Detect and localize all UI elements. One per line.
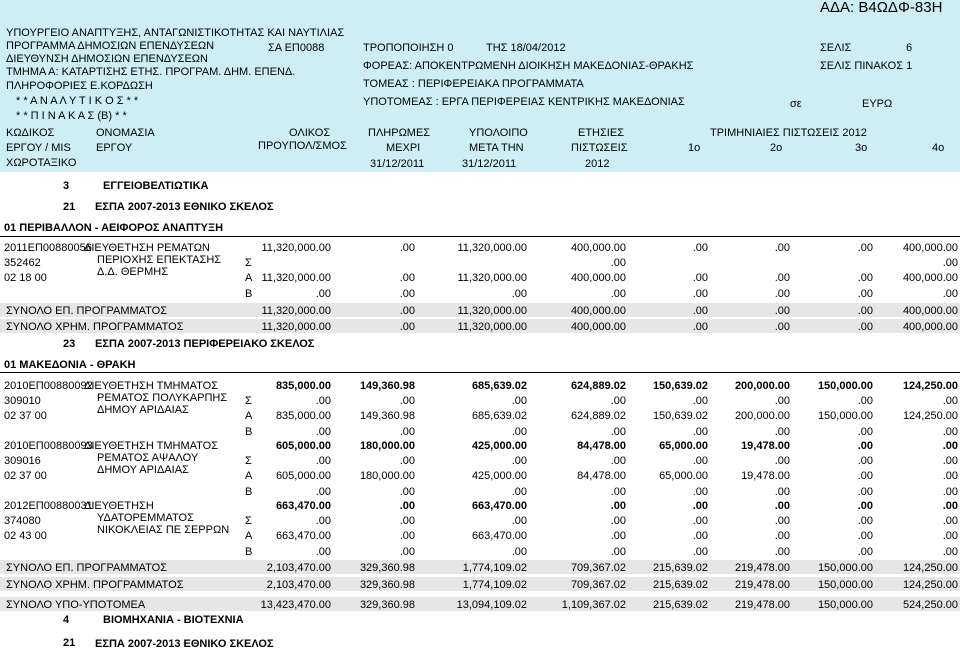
total-value: 150,000.00	[817, 562, 873, 574]
value-cell: .00	[511, 455, 527, 467]
total-value: 400,000.00	[902, 321, 958, 333]
col-balance-line1: ΥΠΟΛΟΙΠΟ	[469, 127, 528, 139]
col-balance-line2: ΜΕΤΑ ΤΗΝ	[469, 142, 524, 154]
value-cell: .00	[774, 530, 790, 542]
value-cell: .00	[942, 546, 958, 558]
value-cell: .00	[857, 455, 873, 467]
value-cell: 180,000.00	[359, 440, 415, 452]
total-value: 215,639.02	[652, 579, 708, 591]
total-value: 215,639.02	[652, 562, 708, 574]
value-cell: .00	[774, 426, 790, 438]
col-q2: 2ο	[770, 142, 783, 154]
project-code: 2010ΕΠ00880092	[4, 380, 93, 392]
directorate-name: ΔΙΕΥΘΥΝΣΗ ΔΗΜΟΣΙΩΝ ΕΠΕΝΔΥΣΕΩΝ	[6, 53, 208, 65]
value-cell: 19,478.00	[741, 440, 790, 452]
total-value: 1,109,367.02	[561, 599, 626, 611]
total-value: 215,639.02	[652, 599, 708, 611]
value-cell: 11,320,000.00	[261, 272, 331, 284]
report-type-line1: * * Α Ν Α Λ Υ Τ Ι Κ Ο Σ * *	[16, 95, 139, 107]
total-value: .00	[774, 321, 790, 333]
value-cell: .00	[610, 455, 626, 467]
value-cell: 150,000.00	[817, 410, 873, 422]
row-type-label: Σ	[245, 515, 252, 527]
value-cell: .00	[610, 515, 626, 527]
value-cell: 400,000.00	[902, 242, 958, 254]
value-cell: .00	[399, 500, 415, 512]
value-cell: .00	[610, 546, 626, 558]
value-cell: .00	[315, 455, 331, 467]
value-cell: 65,000.00	[659, 440, 708, 452]
total-value: .00	[399, 305, 415, 317]
value-cell: .00	[774, 395, 790, 407]
value-cell: .00	[692, 288, 708, 300]
group-rule	[0, 372, 960, 373]
value-cell: .00	[511, 395, 527, 407]
value-cell: 685,639.02	[471, 380, 527, 392]
row-type-label: Σ	[245, 395, 252, 407]
col-code-line3: ΧΩΡΟΤΑΞΙΚΟ	[6, 157, 77, 169]
value-cell: .00	[610, 395, 626, 407]
row-type-label: Α	[245, 410, 253, 422]
value-cell: .00	[692, 242, 708, 254]
total-value: .00	[774, 305, 790, 317]
total-label: ΣΥΝΟΛΟ ΧΡΗΜ. ΠΡΟΓΡΑΜΜΑΤΟΣ	[6, 579, 184, 591]
total-value: 709,367.02	[570, 562, 626, 574]
value-cell: .00	[857, 288, 873, 300]
value-cell: 400,000.00	[570, 272, 626, 284]
value-cell: .00	[692, 546, 708, 558]
currency: ΕΥΡΩ	[862, 98, 893, 110]
total-value: 400,000.00	[570, 321, 626, 333]
value-cell: .00	[315, 288, 331, 300]
ministry-name: ΥΠΟΥΡΓΕΙΟ ΑΝΑΠΤΥΞΗΣ, ΑΝΤΑΓΩΝΙΣΤΙΚΟΤΗΤΑΣ ΚΑΙ ΝΑΥΤΙΛΙΑΣ	[6, 27, 345, 39]
modification-number: ΤΡΟΠΟΠΟΙΗΣΗ 0	[363, 42, 454, 54]
col-name-line2: ΕΡΓΟΥ	[96, 142, 133, 154]
total-value: 219,478.00	[734, 562, 790, 574]
total-label: ΣΥΝΟΛΟ ΕΠ. ΠΡΟΓΡΑΜΜΑΤΟΣ	[6, 562, 168, 574]
value-cell: .00	[942, 470, 958, 482]
value-cell: .00	[942, 455, 958, 467]
section-title: ΒΙΟΜΗΧΑΝΙΑ - ΒΙΟΤΕΧΝΙΑ	[103, 614, 244, 626]
project-name-line: ΝΙΚΟΚΛΕΙΑΣ ΠΕ ΣΕΡΡΩΝ	[97, 524, 230, 536]
total-value: 11,320,000.00	[261, 305, 331, 317]
col-payments-line2: ΜΕΧΡΙ	[386, 142, 421, 154]
value-cell: 663,470.00	[471, 500, 527, 512]
value-cell: 11,320,000.00	[457, 272, 527, 284]
value-cell: 19,478.00	[741, 470, 790, 482]
subsection-title: ΕΣΠΑ 2007-2013 ΕΘΝΙΚΟ ΣΚΕΛΟΣ	[95, 201, 274, 213]
value-cell: .00	[511, 288, 527, 300]
value-cell: .00	[315, 486, 331, 498]
value-cell: .00	[942, 288, 958, 300]
value-cell: 605,000.00	[275, 440, 331, 452]
col-payments-line1: ΠΛΗΡΩΜΕΣ	[368, 127, 431, 139]
value-cell: .00	[692, 455, 708, 467]
value-cell: 11,320,000.00	[457, 242, 527, 254]
value-cell: .00	[857, 486, 873, 498]
agency: ΦΟΡΕΑΣ: ΑΠΟΚΕΝΤΡΩΜΕΝΗ ΔΙΟΙΚΗΣΗ ΜΑΚΕΔΟΝΙΑΣ-ΘΡΑΚΗΣ	[363, 60, 694, 72]
total-value: 2,103,470.00	[266, 562, 331, 574]
value-cell: .00	[610, 426, 626, 438]
project-area-code: 02 43 00	[4, 530, 47, 542]
value-cell: .00	[857, 426, 873, 438]
value-cell: 84,478.00	[577, 440, 626, 452]
value-cell: .00	[399, 455, 415, 467]
value-cell: .00	[511, 486, 527, 498]
value-cell: .00	[942, 500, 958, 512]
total-value: 150,000.00	[817, 599, 873, 611]
value-cell: 124,250.00	[902, 410, 958, 422]
value-cell: 150,000.00	[817, 380, 873, 392]
row-type-label: Σ	[245, 455, 252, 467]
total-value: 219,478.00	[734, 599, 790, 611]
total-value: 11,320,000.00	[457, 321, 527, 333]
value-cell: 624,889.02	[570, 380, 626, 392]
value-cell: .00	[942, 486, 958, 498]
project-name-line: ΔΙΕΥΘΕΤΗΣΗ ΡΕΜΑΤΩΝ	[84, 242, 210, 254]
total-value: 13,094,109.02	[456, 599, 527, 611]
total-value: 709,367.02	[570, 579, 626, 591]
col-annual-line1: ΕΤΗΣΙΕΣ	[578, 127, 624, 139]
value-cell: 200,000.00	[734, 410, 790, 422]
subsection-title: ΕΣΠΑ 2007-2013 ΕΘΝΙΚΟ ΣΚΕΛΟΣ	[95, 638, 274, 650]
total-value: 124,250.00	[902, 579, 958, 591]
value-cell: 605,000.00	[275, 470, 331, 482]
col-quarterly-header: ΤΡΙΜΗΝΙΑΙΕΣ ΠΙΣΤΩΣΕΙΣ 2012	[710, 127, 867, 139]
section-title: ΕΓΓΕΙΟΒΕΛΤΙΩΤΙΚΑ	[103, 180, 209, 192]
value-cell: .00	[692, 500, 708, 512]
col-q3: 3ο	[855, 142, 868, 154]
subsection-code: 21	[63, 637, 76, 649]
row-type-label: Α	[245, 470, 253, 482]
row-type-label: Β	[245, 426, 253, 438]
value-cell: 124,250.00	[902, 380, 958, 392]
value-cell: 65,000.00	[659, 470, 708, 482]
project-mis: 352462	[4, 257, 41, 269]
value-cell: 149,360.98	[359, 380, 415, 392]
value-cell: 624,889.02	[570, 410, 626, 422]
total-value: .00	[692, 321, 708, 333]
value-cell: .00	[399, 272, 415, 284]
project-mis: 309010	[4, 395, 41, 407]
value-cell: .00	[511, 546, 527, 558]
page-label: ΣΕΛΙΣ	[820, 42, 852, 54]
value-cell: 425,000.00	[471, 440, 527, 452]
value-cell: .00	[857, 546, 873, 558]
value-cell: 400,000.00	[902, 272, 958, 284]
value-cell: .00	[774, 455, 790, 467]
col-annual-line3: 2012	[585, 158, 610, 170]
project-area-code: 02 37 00	[4, 470, 47, 482]
sector: ΤΟΜΕΑΣ : ΠΕΡΙΦΕΡΕΙΑΚΑ ΠΡΟΓΡΑΜΜΑΤΑ	[363, 78, 584, 90]
row-type-label: Α	[245, 530, 253, 542]
value-cell: .00	[610, 530, 626, 542]
value-cell: .00	[692, 272, 708, 284]
col-budget-line2: ΠΡΟΥΠΟΛ/ΣΜΟΣ	[258, 140, 347, 152]
col-balance-line3: 31/12/2011	[462, 158, 517, 170]
value-cell: .00	[399, 515, 415, 527]
total-value: 1,774,109.02	[462, 579, 527, 591]
value-cell: 200,000.00	[734, 380, 790, 392]
value-cell: .00	[399, 546, 415, 558]
value-cell: .00	[399, 486, 415, 498]
value-cell: 835,000.00	[275, 410, 331, 422]
project-area-code: 02 37 00	[4, 410, 47, 422]
total-value: 124,250.00	[902, 562, 958, 574]
project-area-code: 02 18 00	[4, 272, 47, 284]
project-name-line: ΔΗΜΟΥ ΑΡΙΔΑΙΑΣ	[97, 404, 189, 416]
value-cell: .00	[399, 395, 415, 407]
value-cell: .00	[942, 530, 958, 542]
total-label: ΣΥΝΟΛΟ ΧΡΗΜ. ΠΡΟΓΡΑΜΜΑΤΟΣ	[6, 321, 184, 333]
value-cell: 835,000.00	[275, 380, 331, 392]
value-cell: .00	[692, 426, 708, 438]
ada-code: ΑΔΑ: Β4ΩΔΦ-83Η	[820, 0, 943, 16]
total-value: 219,478.00	[734, 579, 790, 591]
col-name-line1: ΟΝΟΜΑΣΙΑ	[96, 127, 155, 139]
col-q1: 1ο	[688, 142, 701, 154]
value-cell: .00	[399, 288, 415, 300]
col-payments-line3: 31/12/2011	[370, 158, 425, 170]
value-cell: .00	[857, 440, 873, 452]
value-cell: 663,470.00	[275, 530, 331, 542]
row-type-label: Σ	[245, 257, 252, 269]
value-cell: .00	[610, 500, 626, 512]
value-cell: .00	[511, 515, 527, 527]
department-name: ΤΜΗΜΑ Α: ΚΑΤΑΡΤΙΣΗΣ ΕΤΗΣ. ΠΡΟΓΡΑΜ. ΔΗΜ. ΕΠΕΝΔ.	[6, 66, 296, 78]
value-cell: .00	[857, 500, 873, 512]
value-cell: 400,000.00	[570, 242, 626, 254]
value-cell: .00	[315, 426, 331, 438]
total-value: .00	[692, 305, 708, 317]
value-cell: .00	[774, 272, 790, 284]
value-cell: .00	[857, 242, 873, 254]
value-cell: 663,470.00	[471, 530, 527, 542]
total-value: 524,250.00	[902, 599, 958, 611]
value-cell: .00	[942, 440, 958, 452]
col-code-line1: ΚΩΔΙΚΟΣ	[6, 127, 55, 139]
total-value: .00	[857, 321, 873, 333]
project-name-line: ΔΙΕΥΘΕΤΗΣΗ	[84, 500, 154, 512]
value-cell: .00	[692, 515, 708, 527]
project-name-line: Δ.Δ. ΘΕΡΜΗΣ	[97, 266, 169, 278]
project-name-line: ΔΗΜΟΥ ΑΡΙΔΑΙΑΣ	[97, 464, 189, 476]
col-budget-line1: ΟΛΙΚΟΣ	[289, 127, 331, 139]
page-number: 6	[906, 42, 913, 54]
value-cell: .00	[774, 486, 790, 498]
value-cell: 11,320,000.00	[261, 242, 331, 254]
value-cell: .00	[315, 395, 331, 407]
subsection-code: 23	[63, 338, 76, 350]
value-cell: 150,639.02	[652, 410, 708, 422]
project-name-line: ΔΙΕΥΘΕΤΗΣΗ ΤΜΗΜΑΤΟΣ	[84, 440, 219, 452]
value-cell: 149,360.98	[359, 410, 415, 422]
total-value: .00	[399, 321, 415, 333]
value-cell: .00	[774, 515, 790, 527]
value-cell: .00	[315, 515, 331, 527]
total-value: 150,000.00	[817, 579, 873, 591]
subsection-code: 21	[63, 201, 76, 213]
project-mis: 309016	[4, 455, 41, 467]
value-cell: .00	[774, 500, 790, 512]
value-cell: .00	[399, 426, 415, 438]
value-cell: 663,470.00	[275, 500, 331, 512]
value-cell: .00	[692, 530, 708, 542]
info-contact: ΠΛΗΡΟΦΟΡΙΕΣ Ε.ΚΟΡΔΩΣΗ	[6, 80, 153, 92]
project-name-line: ΡΕΜΑΤΟΣ ΠΟΛΥΚΑΡΠΗΣ	[97, 392, 228, 404]
value-cell: .00	[610, 288, 626, 300]
row-type-label: Β	[245, 546, 253, 558]
value-cell: .00	[692, 486, 708, 498]
value-cell: 425,000.00	[471, 470, 527, 482]
col-q4: 4ο	[932, 142, 945, 154]
section-code: 3	[63, 180, 70, 192]
row-type-label: Β	[245, 486, 253, 498]
value-cell: .00	[692, 395, 708, 407]
value-cell: .00	[399, 242, 415, 254]
value-cell: .00	[511, 426, 527, 438]
value-cell: 150,639.02	[652, 380, 708, 392]
total-value: 11,320,000.00	[457, 305, 527, 317]
group-rule	[0, 236, 960, 237]
value-cell: .00	[942, 426, 958, 438]
row-type-label: Β	[245, 288, 253, 300]
value-cell: .00	[315, 546, 331, 558]
total-value: 13,423,470.00	[260, 599, 331, 611]
total-value: 329,360.98	[359, 579, 415, 591]
project-name-line: ΥΔΑΤΟΡΕΜΜΑΤΟΣ	[97, 512, 194, 524]
report-type-line2: * * Π Ι Ν Α Κ Α Σ (Β) * *	[16, 110, 127, 122]
total-value: 1,774,109.02	[462, 562, 527, 574]
value-cell: 685,639.02	[471, 410, 527, 422]
project-code: 2011ΕΠ00880056	[4, 242, 92, 254]
value-cell: .00	[774, 242, 790, 254]
value-cell: 84,478.00	[577, 470, 626, 482]
value-cell: .00	[942, 257, 958, 269]
sa-code: ΣΑ ΕΠ0088	[268, 42, 325, 54]
group-title: 01 ΜΑΚΕΔΟΝΙΑ - ΘΡΑΚΗ	[4, 359, 136, 371]
total-value: .00	[857, 305, 873, 317]
subsection-title: ΕΣΠΑ 2007-2013 ΠΕΡΙΦΕΡΕΙΑΚΟ ΣΚΕΛΟΣ	[95, 338, 315, 350]
total-value: 329,360.98	[359, 599, 415, 611]
project-code: 2010ΕΠ00880093	[4, 440, 93, 452]
value-cell: .00	[774, 288, 790, 300]
value-cell: .00	[942, 395, 958, 407]
value-cell: 180,000.00	[359, 470, 415, 482]
table-page: ΣΕΛΙΣ ΠΙΝΑΚΟΣ 1	[820, 60, 913, 72]
value-cell: .00	[857, 272, 873, 284]
total-value: 329,360.98	[359, 562, 415, 574]
total-value: 400,000.00	[902, 305, 958, 317]
col-annual-line2: ΠΙΣΤΩΣΕΙΣ	[571, 142, 628, 154]
project-mis: 374080	[4, 515, 41, 527]
value-cell: .00	[610, 257, 626, 269]
total-label: ΣΥΝΟΛΟ ΕΠ. ΠΡΟΓΡΑΜΜΑΤΟΣ	[6, 305, 168, 317]
total-label: ΣΥΝΟΛΟ ΥΠΟ-ΥΠΟΤΟΜΕΑ	[6, 599, 146, 611]
value-cell: .00	[857, 530, 873, 542]
value-cell: .00	[942, 515, 958, 527]
group-title: 01 ΠΕΡΙΒΑΛΛΟΝ - ΑΕΙΦΟΡΟΣ ΑΝΑΠΤΥΞΗ	[4, 222, 224, 234]
modification-date: ΤΗΣ 18/04/2012	[486, 42, 566, 54]
value-cell: .00	[857, 395, 873, 407]
total-value: 11,320,000.00	[261, 321, 331, 333]
total-value: 2,103,470.00	[266, 579, 331, 591]
value-cell: .00	[399, 530, 415, 542]
currency-prefix: σε	[790, 98, 802, 110]
section-code: 4	[63, 614, 70, 626]
value-cell: .00	[857, 515, 873, 527]
program-name: ΠΡΟΓΡΑΜΜΑ ΔΗΜΟΣΙΩΝ ΕΠΕΝΔΥΣΕΩΝ	[6, 40, 215, 52]
value-cell: .00	[774, 546, 790, 558]
value-cell: .00	[857, 470, 873, 482]
project-name-line: ΡΕΜΑΤΟΣ ΑΨΑΛΟΥ	[97, 452, 199, 464]
project-code: 2012ΕΠ00880031	[4, 500, 93, 512]
subsector: ΥΠΟΤΟΜΕΑΣ : ΕΡΓΑ ΠΕΡΙΦΕΡΕΙΑΣ ΚΕΝΤΡΙΚΗΣ ΜΑΚΕΔΟΝΙΑΣ	[363, 96, 685, 108]
value-cell: .00	[610, 486, 626, 498]
row-type-label: Α	[245, 272, 253, 284]
project-name-line: ΔΙΕΥΘΕΤΗΣΗ ΤΜΗΜΑΤΟΣ	[84, 380, 219, 392]
col-code-line2: ΕΡΓΟΥ / MIS	[6, 142, 71, 154]
project-name-line: ΠΕΡΙΟΧΗΣ ΕΠΕΚΤΑΣΗΣ	[97, 254, 222, 266]
total-value: 400,000.00	[570, 305, 626, 317]
